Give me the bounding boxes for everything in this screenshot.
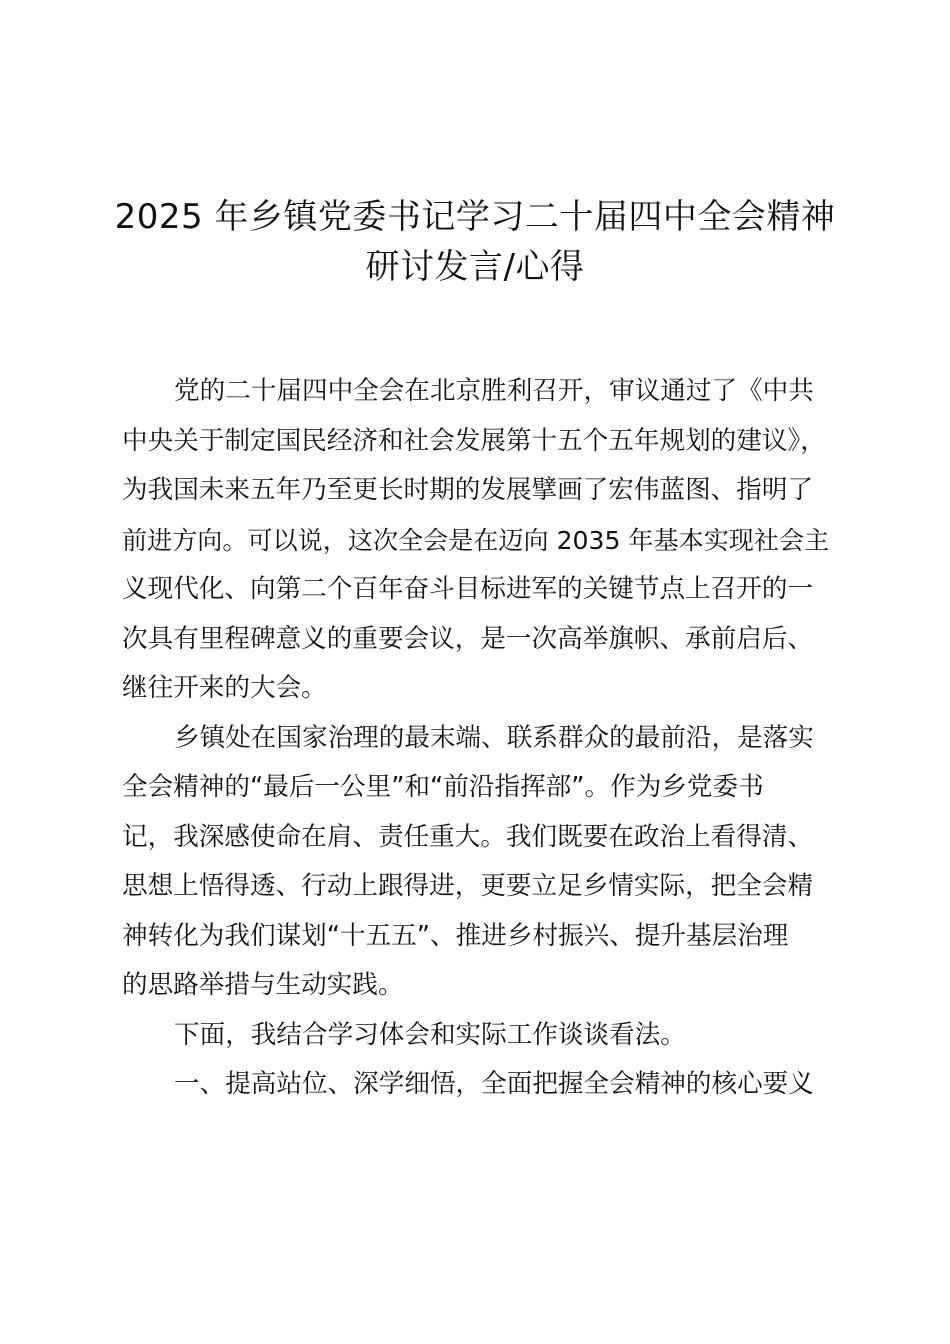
paragraph-1-line-4: 前进方向。可以说，这次全会是在迈向 2035 年基本实现社会主 [122, 525, 830, 555]
paragraph-2-line-5: 神转化为我们谋划“十五五”、推进乡村振兴、提升基层治理 [122, 920, 789, 951]
paragraph-1-line-6: 次具有里程碑意义的重要会议，是一次高举旗帜、承前启后、 [122, 623, 814, 654]
paragraph-3-line-1: 下面，我结合学习体会和实际工作谈谈看法。 [174, 1019, 686, 1050]
paragraph-1-line-3: 为我国未来五年乃至更长时期的发展擘画了宏伟蓝图、指明了 [122, 475, 814, 505]
paragraph-1-line-5: 义现代化、向第二个百年奋斗目标进军的关键节点上召开的一 [122, 574, 814, 604]
paragraph-2-line-4: 思想上悟得透、行动上跟得进，更要立足乡情实际，把全会精 [122, 871, 814, 901]
paragraph-2-line-1: 乡镇处在国家治理的最末端、联系群众的最前沿，是落实 [174, 722, 814, 753]
section-heading-1: 一、提高站位、深学细悟，全面把握全会精神的核心要义 [174, 1069, 814, 1099]
document-body [122, 367, 834, 1110]
paragraph-2-line-3: 记，我深感使命在肩、责任重大。我们既要在政治上看得清、 [122, 821, 814, 852]
paragraph-1-line-7: 继往开来的大会。 [122, 673, 327, 703]
paragraph-2-line-6: 的思路举措与生动实践。 [122, 970, 404, 1000]
title-line-1: 2025 年乡镇党委书记学习二十届四中全会精神 [114, 197, 836, 237]
title-line-2: 研讨发言/心得 [365, 247, 585, 287]
paragraph-2-line-2: 全会精神的“最后一公里”和“前沿指挥部”。作为乡党委书 [122, 772, 764, 802]
paragraph-1-line-2: 中央关于制定国民经济和社会发展第十五个五年规划的建议》， [122, 425, 826, 456]
document-title [0, 192, 950, 292]
paragraph-1-line-1: 党的二十届四中全会在北京胜利召开，审议通过了《中共 [174, 376, 814, 406]
